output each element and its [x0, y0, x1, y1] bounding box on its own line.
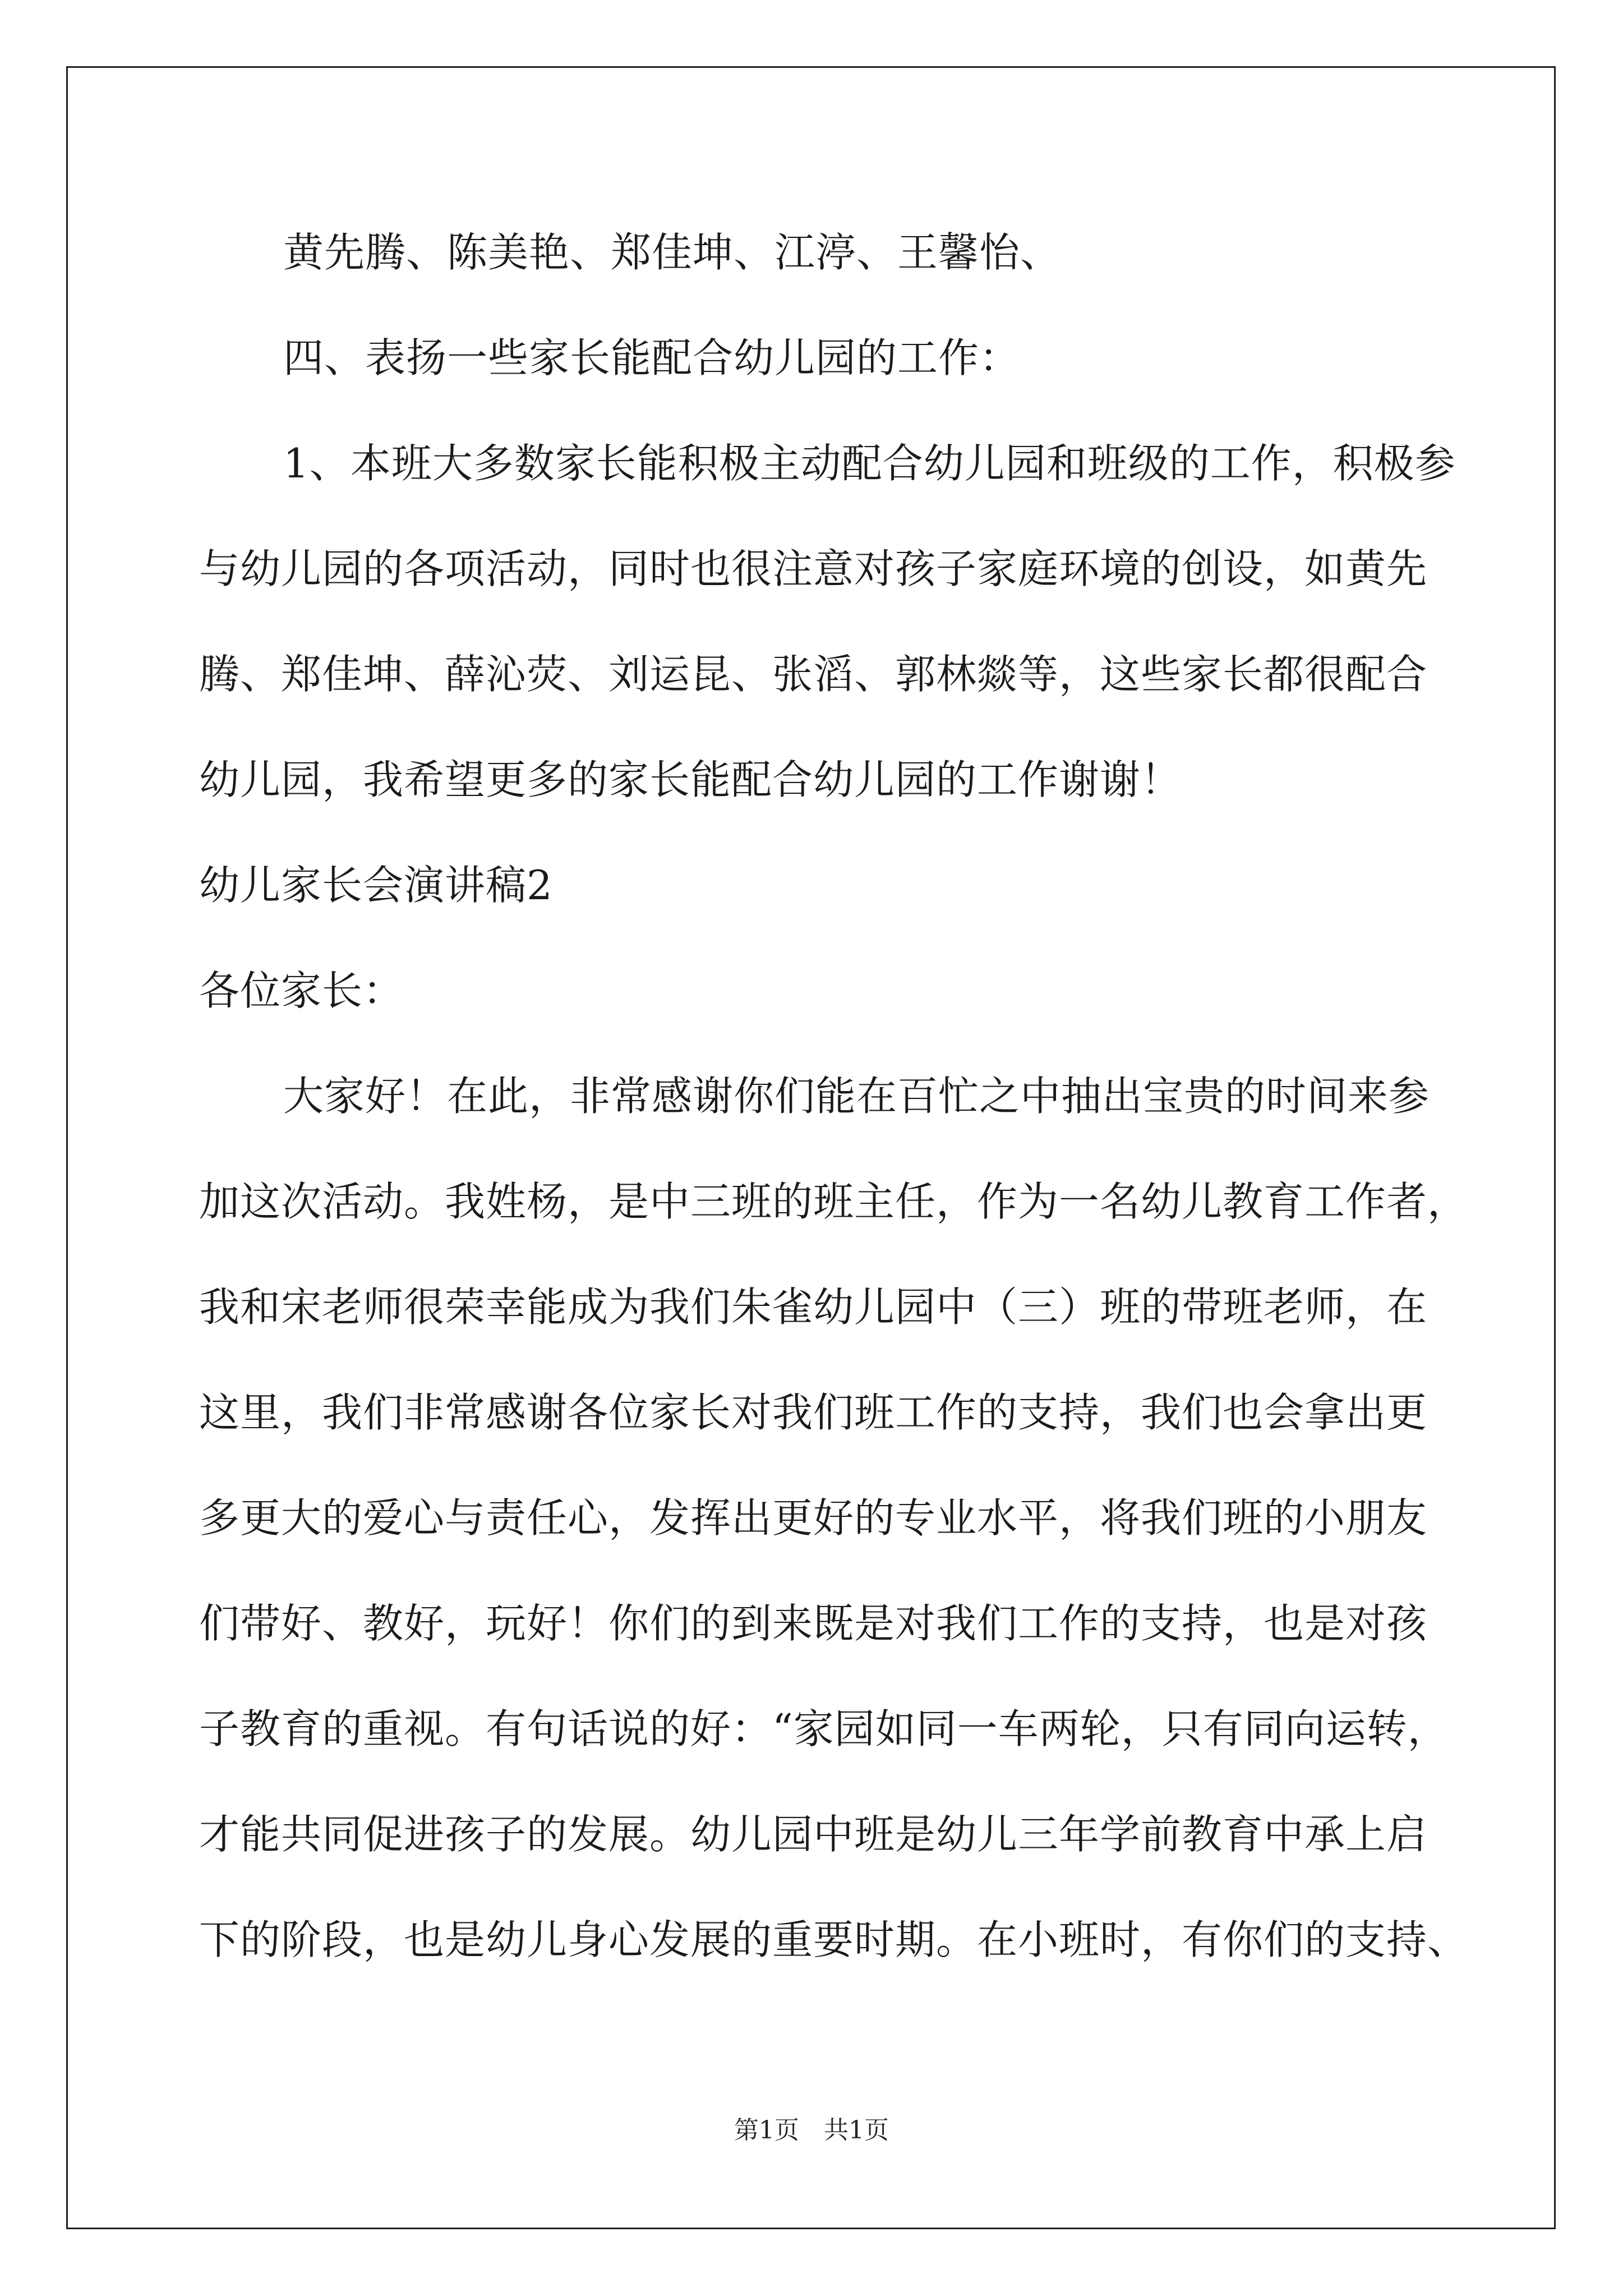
text-line-1: 黄先腾、陈美艳、郑佳坤、江渟、王馨怡、 [283, 229, 1062, 276]
text-line-14: 们带好、教好，玩好！你们的到来既是对我们工作的支持，也是对孩 [199, 1600, 1428, 1647]
article-title: 幼儿家长会演讲稿2 [199, 862, 553, 909]
section-heading-4: 四、表扬一些家长能配合幼儿园的工作： [283, 334, 1021, 381]
text-line-13: 多更大的爱心与责任心，发挥出更好的专业水平，将我们班的小朋友 [199, 1494, 1428, 1542]
text-line-10: 加这次活动。我姓杨，是中三班的班主任，作为一名幼儿教育工作者， [199, 1178, 1469, 1225]
text-line-17: 下的阶段，也是幼儿身心发展的重要时期。在小班时，有你们的支持、 [199, 1916, 1469, 1963]
text-line-5: 腾、郑佳坤、薛沁荧、刘运昆、张滔、郭林燚等，这些家长都很配合 [199, 651, 1428, 698]
text-line-4: 与幼儿园的各项活动，同时也很注意对孩子家庭环境的创设，如黄先 [199, 545, 1428, 592]
text-line-12: 这里，我们非常感谢各位家长对我们班工作的支持，我们也会拿出更 [199, 1389, 1428, 1436]
text-line-9: 大家好！在此，非常感谢你们能在百忙之中抽出宝贵的时间来参 [283, 1073, 1430, 1120]
salutation: 各位家长： [199, 967, 404, 1014]
text-line-6: 幼儿园，我希望更多的家长能配合幼儿园的工作谢谢！ [199, 756, 1182, 803]
text-line-16: 才能共同促进孩子的发展。幼儿园中班是幼儿三年学前教育中承上启 [199, 1811, 1428, 1858]
page-number-footer: 第1页 共1页 [734, 2116, 889, 2145]
page-border [66, 66, 1556, 2229]
text-line-3: 1、本班大多数家长能积极主动配合幼儿园和班级的工作，积极参 [283, 440, 1456, 487]
text-line-15: 子教育的重视。有句话说的好：“家园如同一车两轮，只有同向运转， [199, 1705, 1449, 1752]
text-line-11: 我和宋老师很荣幸能成为我们朱雀幼儿园中（三）班的带班老师，在 [199, 1283, 1428, 1331]
